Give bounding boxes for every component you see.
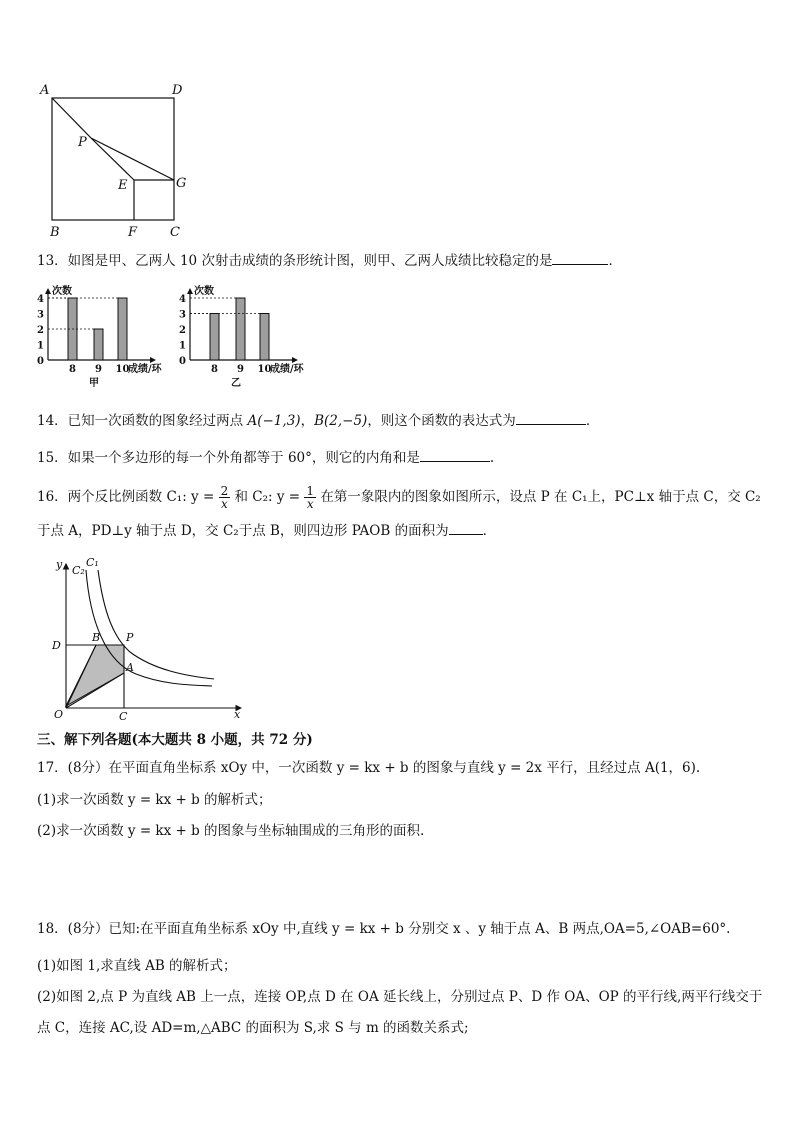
- y-tick-label: 0: [37, 356, 44, 367]
- label-a: A: [40, 83, 50, 98]
- question-15: [37, 447, 494, 467]
- label-x: x: [234, 708, 241, 721]
- bar: [118, 298, 127, 360]
- label-y: y: [56, 558, 63, 571]
- bar-chart-jia: [36, 282, 181, 390]
- x-tick-label: 8: [211, 364, 218, 375]
- chart-title: 乙: [231, 378, 241, 389]
- q18-line2: (1)如图 1,求直线 AB 的解析式；: [37, 958, 237, 974]
- label-c: C: [170, 225, 180, 240]
- label-o: O: [54, 708, 64, 721]
- question-16: [37, 484, 761, 510]
- y-tick-label: 2: [179, 325, 186, 336]
- bar: [210, 314, 219, 361]
- q15-text: 15．如果一个多边形的每一个外角都等于 60°，则它的内角和是: [37, 450, 420, 466]
- x-tick-label: 10: [257, 364, 272, 375]
- label-a: A: [126, 661, 134, 674]
- q16-post: 在第一象限内的图象如图所示，设点 P 在 C₁上，PC⊥x 轴于点 C，交 C₂: [320, 489, 761, 505]
- q16-end: ．: [482, 523, 497, 539]
- y-tick-label: 0: [179, 356, 186, 367]
- x-tick-label: 9: [237, 364, 244, 375]
- x-axis-label: 成绩/环: [270, 364, 304, 375]
- q14-pre: 14．已知一次函数的图象经过两点: [37, 413, 248, 429]
- question-16-line-2: [37, 520, 496, 540]
- q14-post: ，则这个函数的表达式为: [367, 413, 516, 429]
- q18-line1: 18．(8分）已知:在平面直角坐标系 xOy 中,直线 y = kx + b 分别交 x 、y 轴于点 A、B 两点,OA=5,∠OAB=60°.: [37, 921, 731, 937]
- x-tick-label: 9: [95, 364, 102, 375]
- y-tick-label: 2: [37, 325, 44, 336]
- label-p: P: [78, 135, 87, 150]
- y-tick-label: 1: [37, 340, 44, 352]
- y-tick-label: 3: [179, 309, 186, 321]
- y-axis-label: 次数: [52, 286, 72, 297]
- square-figure: [36, 80, 196, 240]
- q14-end: ．: [585, 413, 600, 429]
- section-heading: 三、解下列各题(本大题共 8 小题，共 72 分): [37, 732, 313, 748]
- q16-answer-blank[interactable]: [449, 520, 483, 535]
- label-c: C: [119, 710, 128, 722]
- segment-ap: [52, 98, 91, 138]
- x-axis-arrow: [150, 357, 156, 363]
- y-tick-label: 4: [37, 294, 44, 305]
- x-axis-label: 成绩/环: [128, 364, 162, 375]
- segment-pg: [91, 138, 174, 180]
- y-axis-label: 次数: [194, 286, 214, 297]
- q17-line1: 17．(8分）在平面直角坐标系 xOy 中，一次函数 y = kx + b 的图象与直线 y = 2x 平行，且经过点 A(1，6).: [37, 760, 701, 776]
- q13-end: ．: [608, 253, 622, 269]
- hyperbola-figure: [46, 552, 252, 722]
- y-tick-label: 1: [179, 340, 186, 352]
- q18-line3: (2)如图 2,点 P 为直线 AB 上一点，连接 OP,点 D 在 OA 延长线上，分别过点 P、D 作 OA、OP 的平行线,两平行线交于: [37, 989, 763, 1005]
- label-e: E: [118, 178, 128, 193]
- q15-end: .: [489, 450, 495, 466]
- label-d: D: [172, 83, 183, 98]
- label-b: B: [92, 631, 101, 644]
- question-14: [37, 410, 599, 430]
- q13-text: 13．如图是甲、乙两人 10 次射击成绩的条形统计图，则甲、乙两人成绩比较稳定的是: [37, 253, 553, 269]
- y-tick-label: 3: [37, 309, 44, 321]
- x-tick-label: 10: [115, 364, 130, 375]
- segment-pe: [91, 138, 134, 180]
- q17-line2: (1)求一次函数 y = kx + b 的解析式；: [37, 792, 272, 808]
- bar: [260, 314, 269, 361]
- q14-sep: ，: [300, 413, 315, 429]
- label-c2: C₂: [72, 564, 85, 577]
- y-tick-label: 4: [179, 294, 186, 305]
- label-c1: C₁: [86, 556, 99, 569]
- label-d: D: [52, 639, 61, 652]
- x-tick-label: 8: [69, 364, 76, 375]
- q16-pre: 16．两个反比例函数 C₁: y =: [37, 489, 215, 505]
- q14-point-a: A(−1,3): [247, 413, 301, 429]
- q18-line4: 点 C，连接 AC,设 AD=m,△ABC 的面积为 S,求 S 与 m 的函数关系式;: [37, 1020, 469, 1036]
- q16-fraction-1: $\frac{2}{x}$: [220, 484, 229, 511]
- bar-chart-yi: [178, 282, 323, 390]
- y-axis-arrow: [187, 288, 193, 294]
- label-p: P: [126, 631, 134, 644]
- q16-fraction-2: $\frac{1}{x}$: [306, 484, 315, 511]
- q15-answer-blank[interactable]: [420, 447, 490, 462]
- q16-line2: 于点 A，PD⊥y 轴于点 D，交 C₂于点 B，则四边形 PAOB 的面积为: [37, 523, 449, 539]
- y-axis-arrow: [45, 288, 51, 294]
- bar: [236, 298, 245, 360]
- q14-point-b: B(2,−5): [314, 413, 368, 429]
- q16-mid: 和 C₂: y =: [234, 489, 301, 505]
- x-axis-arrow: [292, 357, 298, 363]
- label-b: B: [50, 225, 60, 240]
- label-g: G: [176, 176, 187, 191]
- q17-line3: (2)求一次函数 y = kx + b 的图象与坐标轴围成的三角形的面积.: [37, 823, 425, 839]
- question-13: [37, 250, 622, 270]
- label-f: F: [128, 225, 138, 240]
- chart-title: 甲: [89, 378, 99, 389]
- q14-answer-blank[interactable]: [516, 410, 586, 425]
- shaded-quadrilateral: [66, 645, 124, 706]
- bar: [94, 329, 103, 360]
- q13-answer-blank[interactable]: [552, 250, 608, 265]
